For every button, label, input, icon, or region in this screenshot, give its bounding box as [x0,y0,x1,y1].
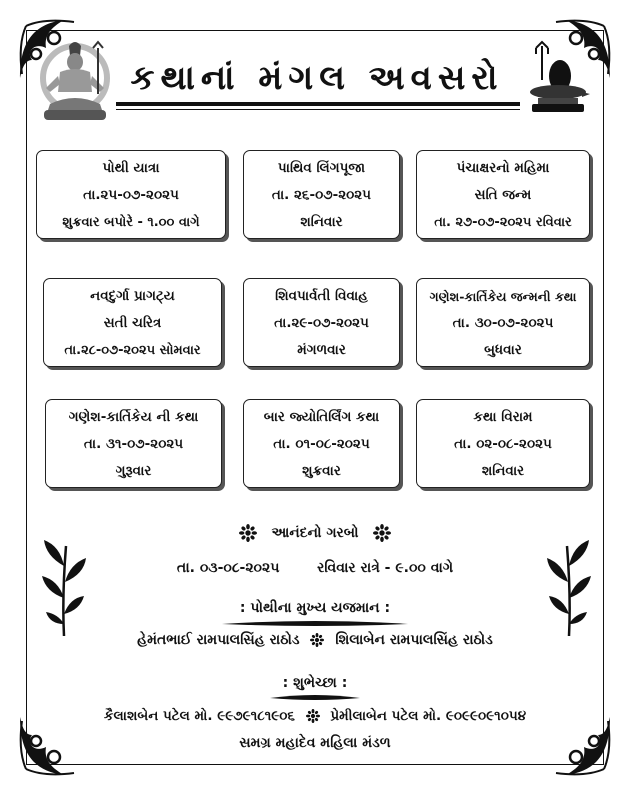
page-title: કથાનાં મંગલ અવસરો [130,58,504,98]
event-name: પોથી યાત્રા [102,160,160,176]
garba-title: આનંદનો ગરબો [271,525,359,541]
title-block [112,56,522,112]
plant-icon [40,536,88,636]
event-day: શનિવાર [300,214,343,230]
event-card [243,278,400,367]
event-card [416,399,590,488]
event-day: ગુરૂવાર [115,463,152,479]
event-day: શુક્રવાર બપોરે - ૧.૦૦ વાગે [62,215,200,230]
event-card [45,399,222,488]
event-date: તા.૨૯-૦૭-૨૦૨૫ [274,315,369,331]
garba-time: રવિવાર રાત્રે - ૯.૦૦ વાગે [317,560,454,576]
plant-icon [545,536,593,636]
shubhechha-group: સમગ્ર મહાદેવ મહિલા મંડળ [239,735,391,751]
event-name: ગણેશ-કાર્તિકેય ની કથા [68,409,199,425]
event-date-day: તા.૨૮-૦૭-૨૦૨૫ સોમવાર [64,343,201,358]
event-day: મંગળવાર [297,342,346,358]
event-day: શનિવાર [481,463,525,479]
flower-icon [310,633,324,647]
garba-date: તા. ૦૩-૦૮-૨૦૨૫ [176,560,280,576]
shivling-icon [522,40,592,116]
event-name: પંચાક્ષરનો મહિમા [456,160,550,176]
event-date: તા. ૦૨-૦૮-૨૦૨૫ [454,436,552,452]
event-date: તા. ૩૦-૦૭-૨૦૨૫ [452,315,554,331]
event-card [36,150,226,239]
event-card [43,278,222,367]
event-date: તા. ૦૧-૦૮-૨૦૨૫ [273,436,370,452]
event-card [416,278,590,367]
page-border [26,30,604,765]
event-subtitle: સતી ચરિત્ર [103,315,162,331]
shubhechha-person-2: પ્રેમીલાબેન પટેલ મો. ૯૦૯૯૦૯૧૦૫૪ [330,708,527,724]
yajman-names [0,632,630,648]
title-underline [116,109,520,110]
yajman-name-1: હેમંતભાઈ રામપાલસિંહ રાઠોડ [137,632,300,648]
event-name: નવદુર્ગા પ્રાગટ્ય [90,288,175,304]
event-card [243,150,400,239]
event-name: કથા વિરામ [473,409,533,425]
yajman-name-2: શિલાબેન રામપાલસિંહ રાઠોડ [335,632,493,648]
event-day: શુક્રવાર [302,463,341,479]
garba-title-row [0,524,630,542]
heading-divider [222,620,408,627]
flower-icon [306,709,320,723]
flower-icon [239,524,257,542]
garba-details [0,560,630,576]
event-subtitle: સતિ જન્મ [474,187,532,203]
event-name: પાથિવ લિંગપૂજા [277,160,366,176]
event-name: ગણેશ-કાર્તિકેય જન્મની કથા [429,289,577,304]
event-date-day: તા. ૨૭-૦૭-૨૦૨૫ રવિવાર [434,215,572,230]
flower-icon [373,524,391,542]
event-card [243,399,400,488]
shubhechha-person-1: કૈલાશબેન પટેલ મો. ૯૯૭૯૧૮૧૯૦૬ [103,708,295,724]
event-day: બુધવાર [484,342,522,358]
event-name: બાર જ્યોતિર્લિંગ કથા [263,409,380,425]
event-date: તા.૨૫-૦૭-૨૦૨૫ [83,187,179,203]
yajman-heading: : પોથીના મુખ્ય યજમાન : [239,600,391,616]
shubhechha-heading: : શુભેચ્છા : [282,675,348,691]
event-date: તા. ૨૬-૦૭-૨૦૨૫ [271,187,372,203]
event-card [416,150,590,239]
event-date: તા. ૩૧-૦૭-૨૦૨૫ [83,436,184,452]
heading-divider [270,694,360,701]
event-name: શિવપાર્વતી વિવાહ [275,288,368,304]
shubhechha-persons [0,708,630,724]
title-underline [116,102,520,106]
shiva-icon [36,36,114,126]
